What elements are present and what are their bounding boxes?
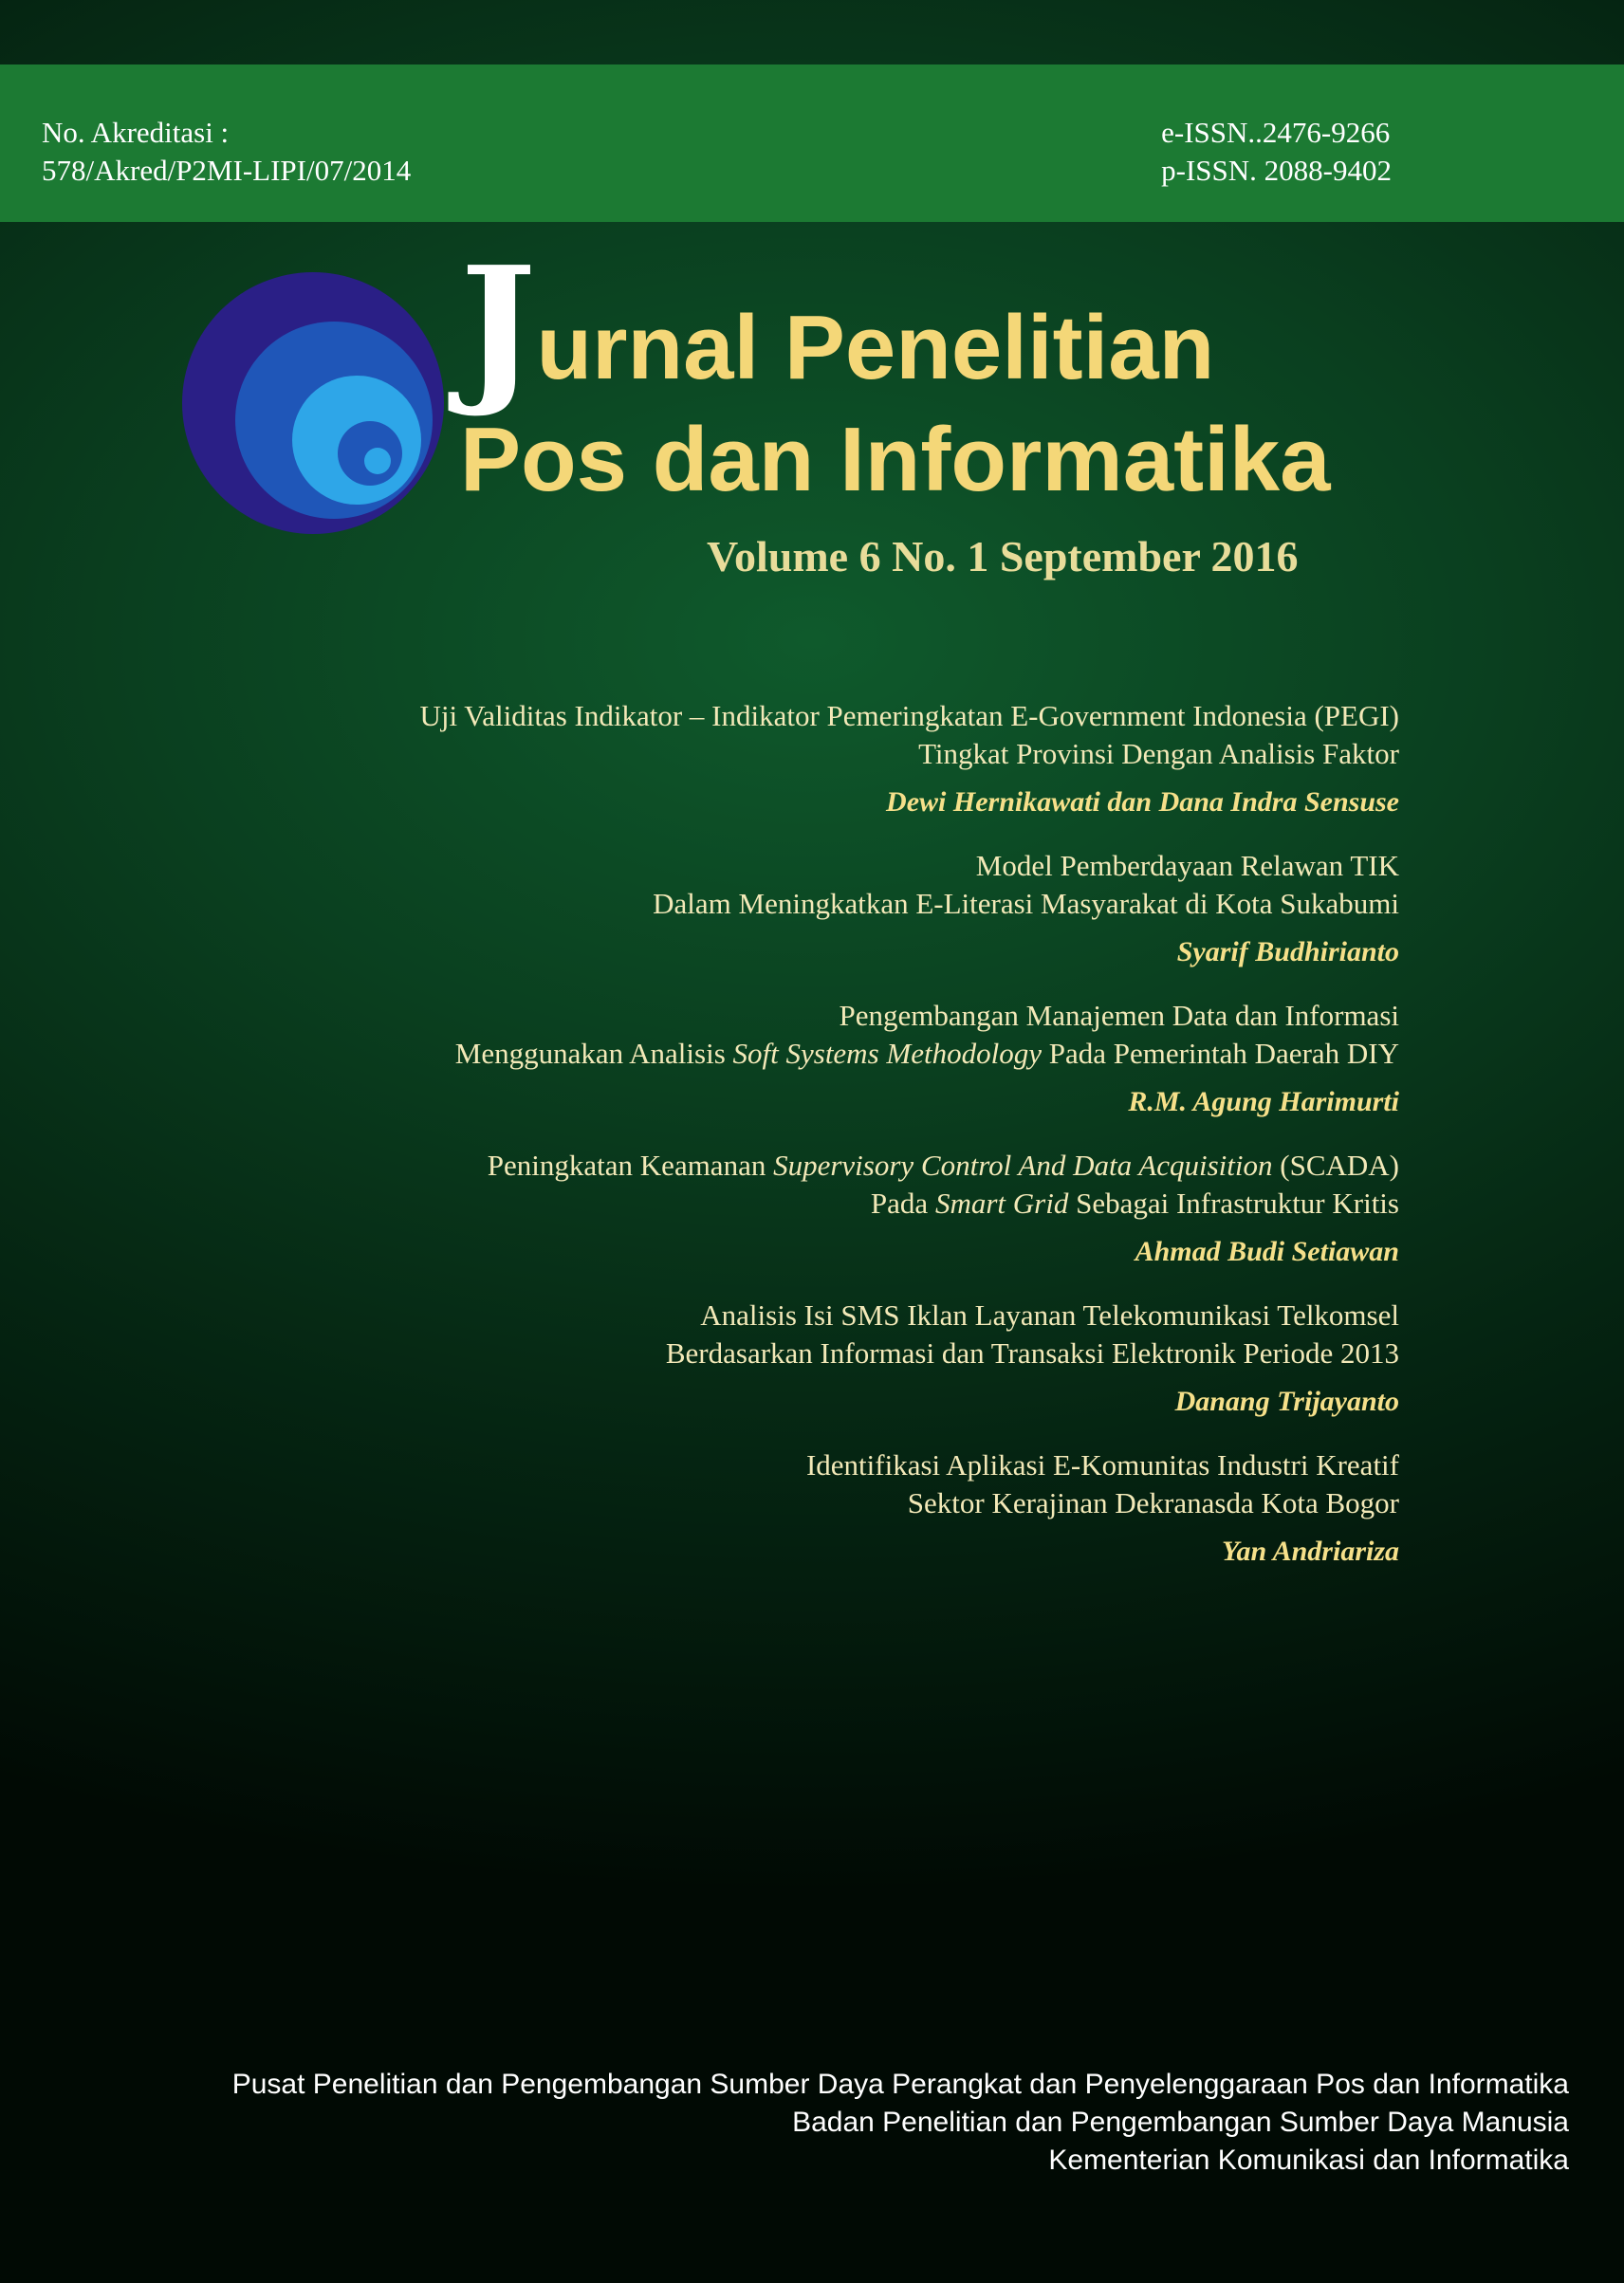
journal-title [460, 231, 1504, 516]
article-title-text: Pada Pemerintah Daerah DIY [1041, 1037, 1399, 1070]
article-title-italic: Smart Grid [934, 1187, 1069, 1220]
article-item [71, 697, 1399, 819]
journal-title-line1 [460, 231, 1504, 421]
issn-info [1161, 114, 1392, 190]
article-title-italic: Supervisory Control And Data Acquisition [773, 1149, 1273, 1182]
article-item [71, 847, 1399, 968]
article-item [71, 997, 1399, 1118]
article-title-line: Dalam Meningkatkan E-Literasi Masyarakat di Kota Sukabumi [653, 887, 1399, 920]
publisher-info [232, 2066, 1569, 2180]
article-list [71, 697, 1399, 1596]
article-title-italic: Soft Systems Methodology [732, 1037, 1042, 1070]
article-title-text: Menggunakan Analisis [454, 1037, 733, 1070]
article-title-line [71, 1147, 1399, 1185]
article-item [71, 1297, 1399, 1418]
article-author: Dewi Hernikawati dan Dana Indra Sensuse [886, 786, 1399, 818]
article-author: Ahmad Budi Setiawan [1135, 1236, 1399, 1267]
accreditation-number: 578/Akred/P2MI-LIPI/07/2014 [42, 154, 412, 187]
article-title-text: Pada [870, 1187, 935, 1220]
article-title-line: Analisis Isi SMS Iklan Layanan Telekomunikasi Telkomsel [700, 1298, 1399, 1332]
article-title-line: Pengembangan Manajemen Data dan Informasi [839, 999, 1399, 1032]
kominfo-swirl-logo-icon [180, 266, 455, 541]
article-title-line: Tingkat Provinsi Dengan Analisis Faktor [918, 737, 1399, 770]
article-title-text: Peningkatan Keamanan [487, 1149, 774, 1182]
article-author: Yan Andriariza [1221, 1536, 1399, 1567]
article-title-line: Uji Validitas Indikator – Indikator Pemeringkatan E-Government Indonesia (PEGI) [419, 699, 1399, 732]
article-item [71, 1147, 1399, 1268]
volume-info: Volume 6 No. 1 September 2016 [707, 532, 1299, 580]
journal-title-line2: Pos dan Informatika [460, 409, 1331, 510]
article-title-line: Identifikasi Aplikasi E-Komunitas Industri Kreatif [805, 1448, 1399, 1482]
journal-title-initial: J [460, 231, 537, 421]
article-author: Syarif Budhirianto [1176, 936, 1399, 967]
article-title-line: Model Pemberdayaan Relawan TIK [975, 849, 1399, 882]
accreditation-info [42, 114, 411, 190]
article-title-text: (SCADA) [1272, 1149, 1399, 1182]
publisher-line: Pusat Penelitian dan Pengembangan Sumber Daya Perangkat dan Penyelenggaraan Pos dan Informatika [231, 2069, 1569, 2100]
article-title-line [71, 1035, 1399, 1073]
publisher-line: Badan Penelitian dan Pengembangan Sumber Daya Manusia [792, 2107, 1569, 2138]
accreditation-bar [0, 64, 1624, 222]
article-author: R.M. Agung Harimurti [1128, 1086, 1399, 1117]
publisher-line: Kementerian Komunikasi dan Informatika [1048, 2145, 1569, 2176]
article-title-text: Sebagai Infrastruktur Kritis [1068, 1187, 1399, 1220]
eissn: e-ISSN..2476-9266 [1161, 116, 1391, 149]
accreditation-label: No. Akreditasi : [42, 116, 230, 149]
pissn: p-ISSN. 2088-9402 [1161, 154, 1392, 187]
journal-title-line1-rest: urnal Penelitian [536, 297, 1215, 398]
article-title-line: Sektor Kerajinan Dekranasda Kota Bogor [907, 1486, 1399, 1519]
article-title-line: Berdasarkan Informasi dan Transaksi Elektronik Periode 2013 [665, 1336, 1399, 1370]
article-item [71, 1446, 1399, 1568]
article-author: Danang Trijayanto [1174, 1386, 1399, 1417]
article-title-line [71, 1185, 1399, 1223]
